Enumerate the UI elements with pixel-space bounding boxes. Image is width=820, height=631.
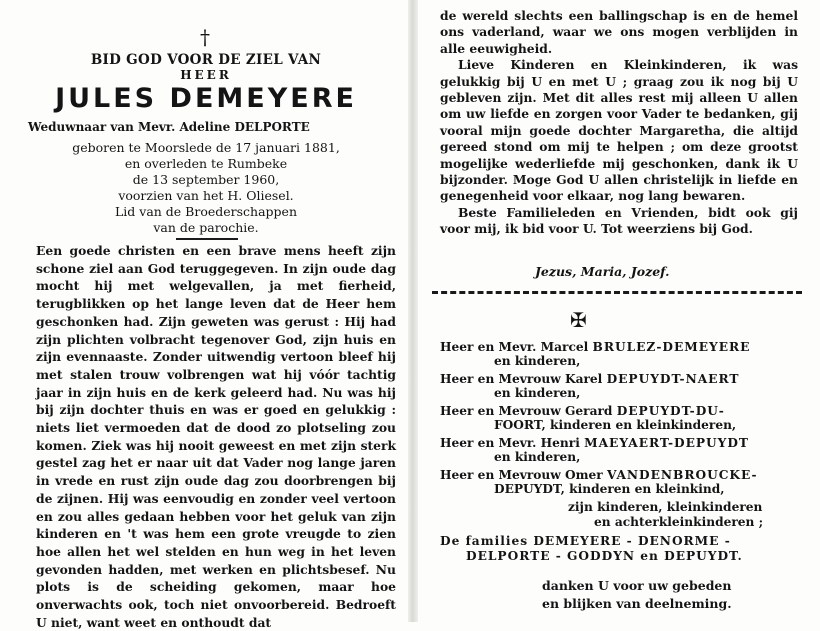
family-entry-sub: en kinderen, [494,354,581,368]
family-entry-surname: DEPUYDT-DU- [616,404,725,418]
eulogy-text [36,242,396,631]
eulogy-paragraph: Een goede christen en een brave mens heeft zijn schone ziel aan God teruggegeven. In zijn oude dag mocht hij met welgevallen, ja met fierheid, terugblikken op het lange leven dat de Heer hem geschonken had. Zijn geweten was gerust : Hij had zijn plichten volbracht tegenover God, zijn huis en zijn evennaaste. Zonder uitwendig vertoon bleef hij met stalen trouw volbrengen wat hij vóór tachtig jaar in zijn huis en de kerk geleerd had. Nu was hij bij zijn dochter thuis en was er goed en gelukkig : niets liet vermoeden dat de dood zo plotseling zou komen. Ziek was hij nooit geweest en met zijn sterk gestel zag het er naar uit dat Vader nog lange jaren in vrede en rust zijn oude dag zou doorbrengen bij de zijnen. Hij was eenvoudig en zonder veel vertoon en zou alles gedaan hebben voor het geluk van zijn kinderen en 't was hem een grote vreugde to zien hoe allen het wel stelden en hun weg in het leven gevonden hadden, met werken en plichtsbesef. Nu plots is de scheiding gekomen, maar hoe onverwachts ook, toch niet onvoorbereid. Bedroeft U niet, want weet en onthoudt dat [36,243,396,630]
death-date-line: de 13 september 1960, [132,172,280,187]
family-entry-text: Heer en Mevrouw Karel [440,372,607,386]
divider [176,238,238,240]
family-entry-surname: MAEYAERT-DEPUYDT [584,436,750,450]
family-entry-sub: en kinderen, [494,386,581,400]
family-entry-text: Heer en Mevr. Marcel [440,340,593,354]
dashed-divider [432,291,802,297]
brotherhood-line: Lid van de Broederschappen [114,204,297,219]
birth-line: geboren te Moorslede de 17 januari 1881, [72,140,340,155]
parish-line: van de parochie. [153,220,259,235]
widower-line: Weduwnaar van Mevr. Adeline DELPORTE [28,120,310,134]
great-grandchildren-line: en achterkleinkinderen ; [594,515,764,529]
family-entry [440,436,800,464]
sacrament-line: voorzien van het H. Oliesel. [118,188,294,203]
family-entry [440,404,800,432]
closing-prayer-text: Jezus, Maria, Jozef. [535,264,670,279]
farewell-paragraph-2: Lieve Kinderen en Kleinkinderen, ik was gelukkig bij U en met U ; graag zou ik nog bij U gebleven zijn. Met dit alles rest mij alleen U allen om uw liefde en zorgen voor Vader te bedanken, gij vooral mijn goede dochter Margaretha, die altijd gereed stond om mij te helpen ; om deze grootst mogelijke wederliefde mij geschonken, dank ik U bijzonder. Moge God U allen christelijk in liefde en genegenheid voor elkaar, nog lang bewaren. [440,57,798,204]
farewell-text [440,8,798,238]
family-entry-surname: BRULEZ-DEMEYERE [592,340,751,354]
deceased-name: JULES DEMEYERE [55,83,357,114]
family-entry [440,340,800,368]
family-entry-text: Heer en Mevrouw Omer [440,468,607,482]
cross-icon: † [200,25,210,49]
family-entry-sub: en kinderen, [494,450,581,464]
condolence-line: en blijken van deelneming. [542,596,732,611]
family-entry-sub: DEPUYDT, kinderen en kleinkind, [494,482,725,496]
families-line: De families DEMEYERE - DENORME - [440,534,731,548]
grandchildren-line: zijn kinderen, kleinkinderen [568,500,763,514]
family-entry-surname: VANDENBROUCKE- [606,468,758,482]
family-entry-surname: DEPUYDT-NAERT [606,372,740,386]
thanks-line: danken U voor uw gebeden [542,578,732,593]
prayer-heading: BID GOD VOOR DE ZIEL VAN [90,52,322,68]
death-place-line: en overleden te Rumbeke [124,156,288,171]
family-entry [440,372,800,400]
family-entry-text: Heer en Mevrouw Gerard [440,404,617,418]
farewell-paragraph-3: Beste Familieleden en Vrienden, bidt ook gij voor mij, ik bid voor U. Tot weerziens bij God. [440,204,798,237]
farewell-paragraph-1: de wereld slechts een ballingschap is en de hemel ons vaderland, waar we ons mogen verblijden in alle eeuwigheid. [440,8,798,56]
family-entry [440,468,800,496]
title-heer: HEER [180,68,232,82]
family-entry-sub: FOORT, kinderen en kleinkinderen, [494,418,737,432]
family-entry-text: Heer en Mevr. Henri [440,436,585,450]
cross-pattee-icon: ✠ [570,308,587,332]
families-line: DELPORTE - GODDYN en DEPUYDT. [466,549,743,563]
